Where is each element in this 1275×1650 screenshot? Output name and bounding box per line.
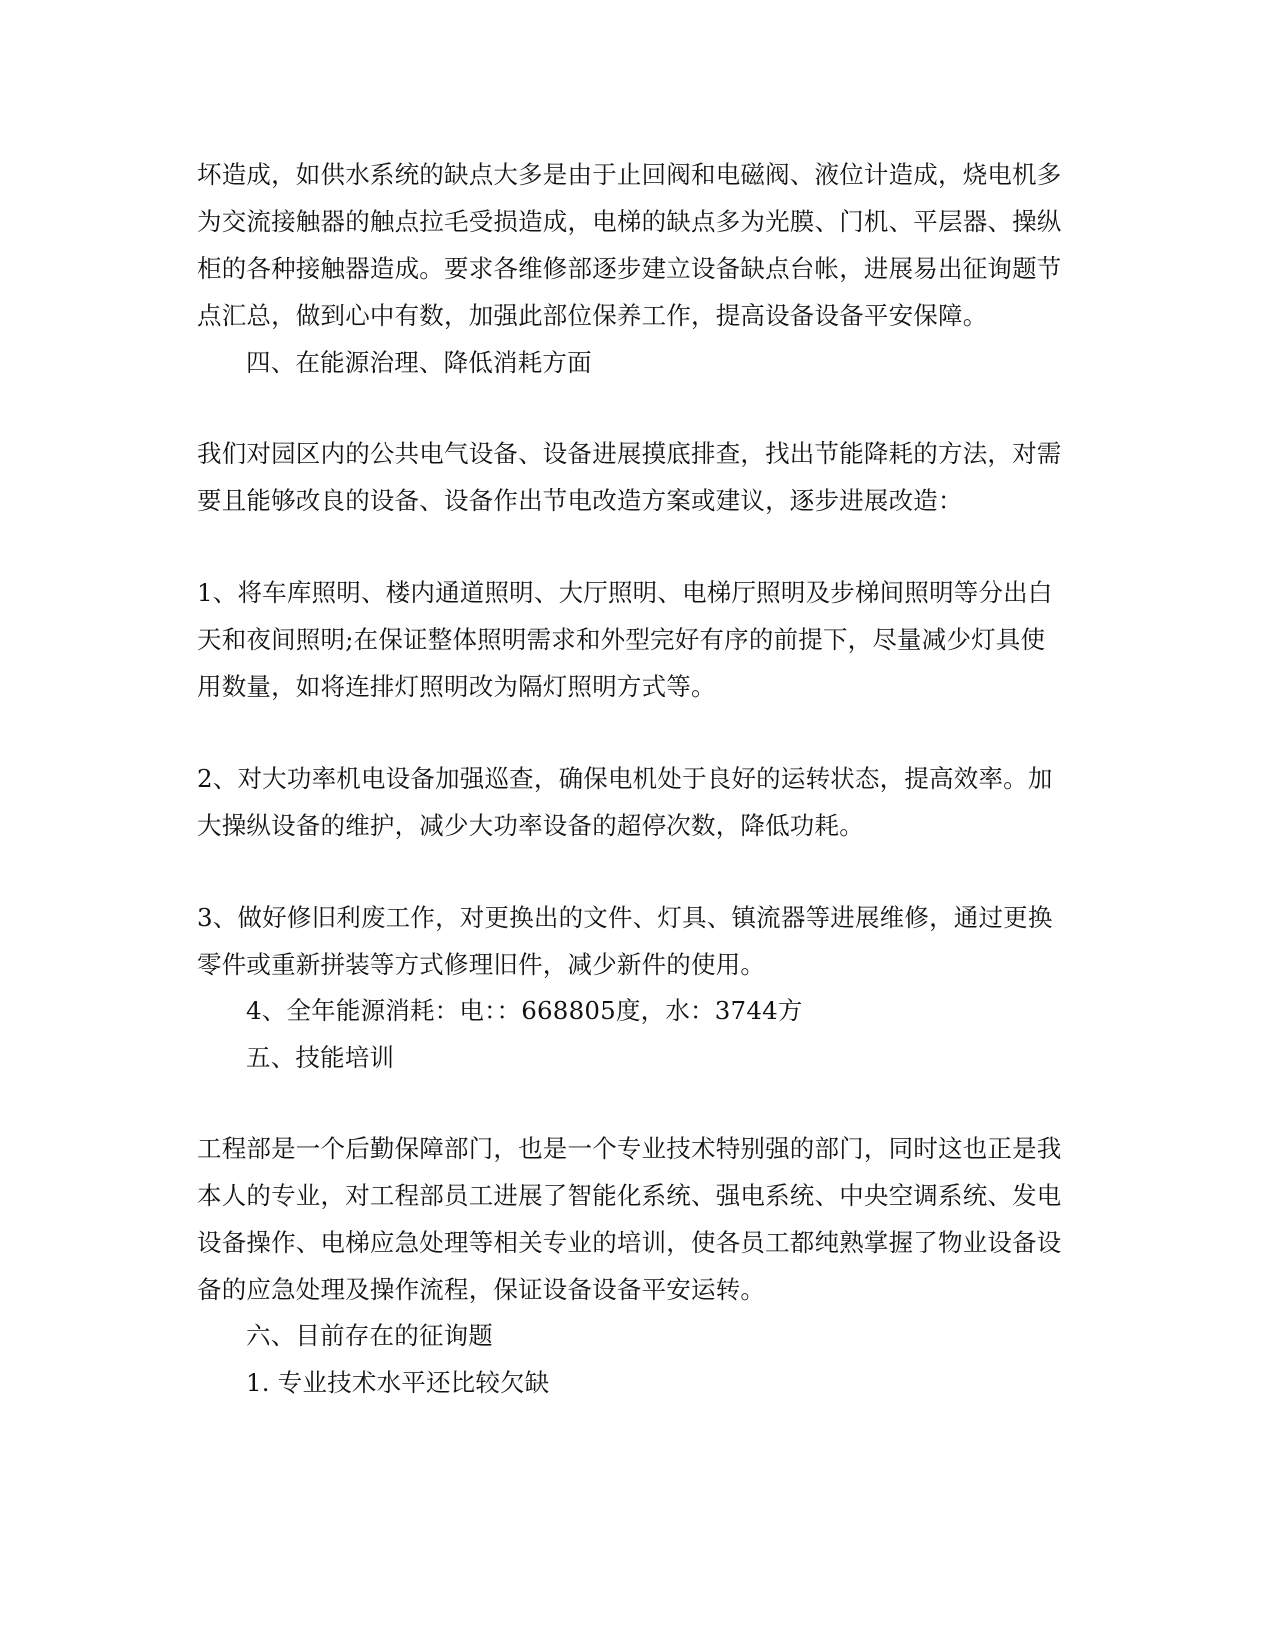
paragraph-line: 为交流接触器的触点拉毛受损造成，电梯的缺点多为光膜、门机、平层器、操纵 [197, 207, 1062, 236]
list-item-line: 2、对大功率机电设备加强巡查，确保电机处于良好的运转状态，提高效率。加 [197, 764, 1053, 793]
list-item-line: 3、做好修旧利废工作，对更换出的文件、灯具、镇流器等进展维修，通过更换 [197, 903, 1053, 932]
paragraph-line: 柜的各种接触器造成。要求各维修部逐步建立设备缺点台帐，进展易出征询题节 [197, 254, 1062, 283]
paragraph-line: 工程部是一个后勤保障部门，也是一个专业技术特别强的部门，同时这也正是我 [197, 1134, 1062, 1163]
paragraph-line: 本人的专业，对工程部员工进展了智能化系统、强电系统、中央空调系统、发电 [197, 1181, 1062, 1210]
paragraph-line: 点汇总，做到心中有数，加强此部位保养工作，提高设备设备平安保障。 [197, 301, 988, 330]
paragraph-line: 要且能够改良的设备、设备作出节电改造方案或建议，逐步进展改造： [197, 486, 963, 515]
section-heading: 五、技能培训 [246, 1043, 395, 1072]
list-item-line: 1. 专业技术水平还比较欠缺 [246, 1368, 550, 1397]
paragraph-line: 坏造成，如供水系统的缺点大多是由于止回阀和电磁阀、液位计造成，烧电机多 [197, 160, 1062, 189]
list-item-line: 1、将车库照明、楼内通道照明、大厅照明、电梯厅照明及步梯间照明等分出白 [197, 578, 1053, 607]
paragraph-line: 我们对园区内的公共电气设备、设备进展摸底排查，找出节能降耗的方法，对需 [197, 439, 1062, 468]
paragraph-line: 设备操作、电梯应急处理等相关专业的培训，使各员工都纯熟掌握了物业设备设 [197, 1228, 1062, 1257]
paragraph-line: 备的应急处理及操作流程，保证设备设备平安运转。 [197, 1275, 766, 1304]
section-heading: 四、在能源治理、降低消耗方面 [246, 348, 592, 377]
list-item-line: 4、全年能源消耗：电：：668805度，水：3744方 [246, 996, 803, 1025]
section-heading: 六、目前存在的征询题 [246, 1321, 493, 1350]
list-item-line: 零件或重新拼装等方式修理旧件，减少新件的使用。 [197, 950, 766, 979]
list-item-line: 大操纵设备的维护，减少大功率设备的超停次数，降低功耗。 [197, 811, 864, 840]
list-item-line: 用数量，如将连排灯照明改为隔灯照明方式等。 [197, 672, 716, 701]
list-item-line: 天和夜间照明;在保证整体照明需求和外型完好有序的前提下，尽量减少灯具使 [197, 625, 1046, 654]
